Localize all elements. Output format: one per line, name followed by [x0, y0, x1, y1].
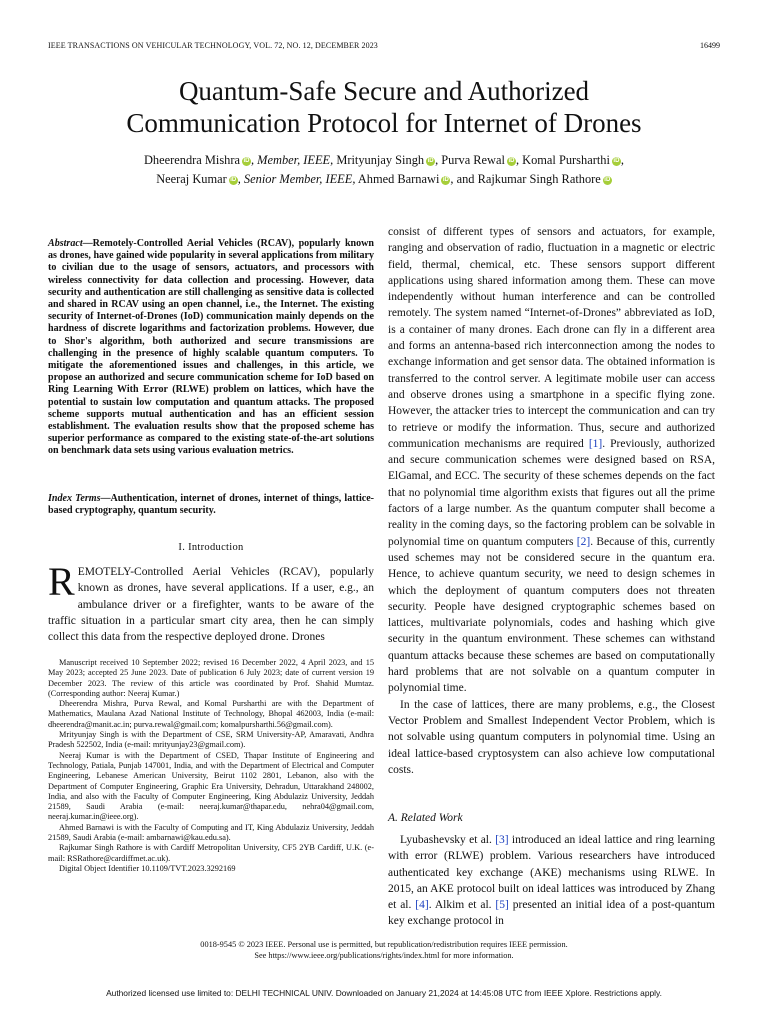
footnote-manuscript: Manuscript received 10 September 2022; revised 16 December 2022, 4 April 2023, and 15 May 2023; accepted 25 June 2023. Date of publication 6 July 2023; date of current version 19 December 2023. The review of this article was coordinated by Prof. Shahid Mumtaz. (Corresponding author: Neeraj Kumar.) — [48, 658, 374, 698]
body-text: presented an initial idea of a post-quantum key exchange protocol in — [388, 899, 715, 928]
author-name: Neeraj Kumar — [156, 172, 227, 186]
citation-link[interactable]: [1] — [588, 437, 603, 450]
citation-link[interactable]: [5] — [495, 899, 509, 912]
copyright-line: 0018-9545 © 2023 IEEE. Personal use is permitted, but republication/redistribution requires IEEE permission. — [200, 940, 568, 949]
footnote-affiliation: Neeraj Kumar is with the Department of CSED, Thapar Institute of Engineering and Technology, Patiala, Punjab 147001, India, and with the Department of Electrical and Computer Engineering, Lebanese American University, Beirut 1102 2801, Lebanon, also with the Department of Computer Engineering, Graphic Era University, Dehradun, Uttarakhand 248002, India, and also with the Faculty of Computer Engineering, King Abdulaziz University, Jeddah 21589, Saudi Arabia (e-mail: neeraj.kumar@thapar.edu, nehra04@gmail.com, neeraj.kumar.in@ieee.org). — [48, 750, 374, 822]
orcid-icon[interactable]: iD — [604, 177, 611, 183]
author-separator: , — [620, 153, 625, 167]
author-role: , Senior Member, IEEE, — [237, 172, 356, 186]
footnote-affiliation: Mrityunjay Singh is with the Department of CSE, SRM University-AP, Amaravati, Andhra Pradesh 522502, India (e-mail: mrityunjay23@gmail.com). — [48, 730, 374, 750]
title-line-2: Communication Protocol for Internet of Drones — [126, 108, 642, 138]
author-name: , and Rajkumar Singh Rathore — [450, 172, 601, 186]
footnote-doi: Digital Object Identifier 10.1109/TVT.2023.3292169 — [59, 863, 236, 873]
footnote-affiliation: Rajkumar Singh Rathore is with Cardiff Metropolitan University, CF5 2YB Cardiff, U.K. (e-mail: RSRathore@cardiffmet.ac.uk). — [48, 843, 374, 863]
footnotes — [48, 658, 374, 874]
subsection-heading-related-work: A. Related Work — [388, 812, 463, 824]
body-text: . Previously, authorized and secure communication schemes were designed based on RSA, ElGamal, and ECC. The security of these schemes depends on the fact that no polynomial time algorithm exists that figures out all the prime factors of a large number. As the quantum computer shall become a reality in the coming days, so the factoring problem can be solvable in polynomial time on quantum computers — [388, 437, 715, 548]
section-heading-introduction: I. Introduction — [178, 542, 244, 553]
introduction-text: EMOTELY-Controlled Aerial Vehicles (RCAV), popularly known as drones, have several applications. If a user, e.g., an ambulance driver or a firefighter, wants to be aware of the traffic situation in a particular smart city area, then he can simply collect this data from the respective deployed drone. Drones — [48, 566, 374, 644]
citation-link[interactable]: [2] — [576, 535, 591, 548]
footnote-affiliation: Dheerendra Mishra, Purva Rewal, and Komal Pursharthi are with the Department of Mathematics, Maulana Azad National Institute of Technology, Bhopal 462003, India (e-mail: dheerendra@manit.ac.in; purva.rewal@gmail.com; komalpursharthi.56@gmail.com). — [48, 699, 374, 729]
orcid-icon[interactable]: iD — [613, 158, 620, 164]
author-name: Mrityunjay Singh — [333, 153, 425, 167]
orcid-icon[interactable]: iD — [230, 177, 237, 183]
author-name: Ahmed Barnawi — [355, 172, 440, 186]
citation-link[interactable]: [4] — [415, 899, 429, 912]
license-notice: Authorized licensed use limited to: DELHI TECHNICAL UNIV. Downloaded on January 21,2024 at 14:45:08 UTC from IEEE Xplore. Restrictions apply. — [106, 988, 662, 998]
body-paragraph: In the case of lattices, there are many problems, e.g., the Closest Vector Problem and Smallest Independent Vector Problem, which is not solvable using quantum computers in polynomial time. Using an ideal lattice-based cryptosystem can also achieve low computational costs. — [388, 698, 715, 776]
body-paragraph — [388, 832, 715, 930]
author-line-2 — [0, 170, 768, 189]
body-text: . Alkim et al. — [428, 899, 496, 912]
related-work-body — [388, 832, 715, 930]
orcid-icon[interactable]: iD — [508, 158, 515, 164]
body-paragraph — [388, 224, 715, 697]
citation-link[interactable]: [3] — [495, 834, 509, 846]
body-text: consist of different types of sensors and actuators, for example, ranging and observation of radio, fluctuation in a magnetic or electric field, thermal, chemical, etc. These sensors support different applications using shared information among them. These can move independently without human interference and can be controlled remotely. The system named “Internet-of-Drones” abbreviated as IoD, is a container of many drones. Each drone can fly in a different area and forms an antenna-based rich interconnection among the nodes to exchange information and get sensor data. The obtained information is transferred to the control server. A legitimate mobile user can access and observe drones using a smartphone in a specific flying zone. However, the attacker tries to intercept the communication and can try to retrieve or modify the information. Thus, secure and authorized communication mechanisms are required — [388, 226, 715, 450]
body-text: Lyubashevsky et al. — [400, 834, 496, 846]
abstract-text: —Remotely-Controlled Aerial Vehicles (RCAV), popularly known as drones, have gained wide popularity in several applications from military to civilian due to the usage of sensors, actuators, and processors with wireless connectivity for data collection and processing. However, data security and authentication are still challenging as sensitive data is collected and shared in RCAV using an open channel, i.e., the Internet. The existing security of Internet-of-Drones (IoD) communication mainly depends on the hardness of discrete logarithms and factorization problems. However, due to Shor's algorithm, both authorized and secure transmissions are challenging in the presence of highly scalable quantum computers. To mitigate the aforementioned issues and challenges, in this article, we propose an authorized and secure communication scheme for IoD based on Ring Learning With Error (RLWE) problem on lattices, which have the potential to sustain low computation and quantum attacks. The proposed scheme supports mutual authentication and has an efficient session establishment. The evaluation results show that the proposed scheme has superior performance as compared to the existing state-of-the-art solutions on benchmark data sets using various evaluation metrics. — [48, 238, 374, 457]
author-list — [0, 151, 768, 189]
title-line-1: Quantum-Safe Secure and Authorized — [178, 76, 590, 106]
index-terms — [48, 493, 374, 517]
body-text: introduced an ideal lattice and ring learning with error (RLWE) problem. Various researchers have introduced authenticated key exchange (AKE) mechanisms using RLWE. In 2015, an AKE protocol built on ideal lattices was introduced by Zhang et al. — [388, 834, 716, 912]
author-role: , Member, IEEE, — [250, 153, 334, 167]
body-text: . Because of this, currently used schemes may not be considered secure in the quantum era. Hence, to achieve quantum security, we need to design schemes in which the deployment of quantum computers does not threaten security. People have designed cryptographic schemes based on lattices, multivariate polynomials, codes and hashing which give security in the quantum environment. These schemes can withstand quantum attacks because these schemes are based on computationally hard problems that are not solvable on a quantum computer in polynomial time. — [388, 535, 715, 695]
author-name: , Purva Rewal — [435, 153, 505, 167]
paper-title — [0, 75, 768, 139]
author-name: Dheerendra Mishra — [143, 153, 240, 167]
abstract-label: Abstract — [48, 238, 83, 249]
introduction-paragraph — [48, 559, 374, 645]
page-number: 16499 — [700, 41, 720, 50]
index-terms-label: Index Terms — [48, 493, 101, 504]
drop-cap: R — [48, 559, 75, 604]
author-line-1 — [0, 151, 768, 170]
index-terms-text: —Authentication, internet of drones, internet of things, lattice-based cryptography, quantum security. — [48, 493, 374, 517]
orcid-icon[interactable]: iD — [243, 158, 250, 164]
copyright-notice — [0, 939, 768, 961]
journal-header: IEEE TRANSACTIONS ON VEHICULAR TECHNOLOGY, VOL. 72, NO. 12, DECEMBER 2023 — [48, 41, 378, 50]
orcid-icon[interactable]: iD — [427, 158, 434, 164]
rights-link[interactable]: See https://www.ieee.org/publications/rights/index.html for more information. — [254, 951, 514, 960]
right-column-body — [388, 224, 715, 778]
footnote-affiliation: Ahmed Barnawi is with the Faculty of Computing and IT, King Abdulaziz University, Jeddah 21589, Saudi Arabia (e-mail: ambarnawi@kau.edu.sa). — [48, 822, 374, 843]
author-name: , Komal Pursharthi — [515, 153, 610, 167]
orcid-icon[interactable]: iD — [442, 177, 449, 183]
abstract — [48, 238, 374, 458]
